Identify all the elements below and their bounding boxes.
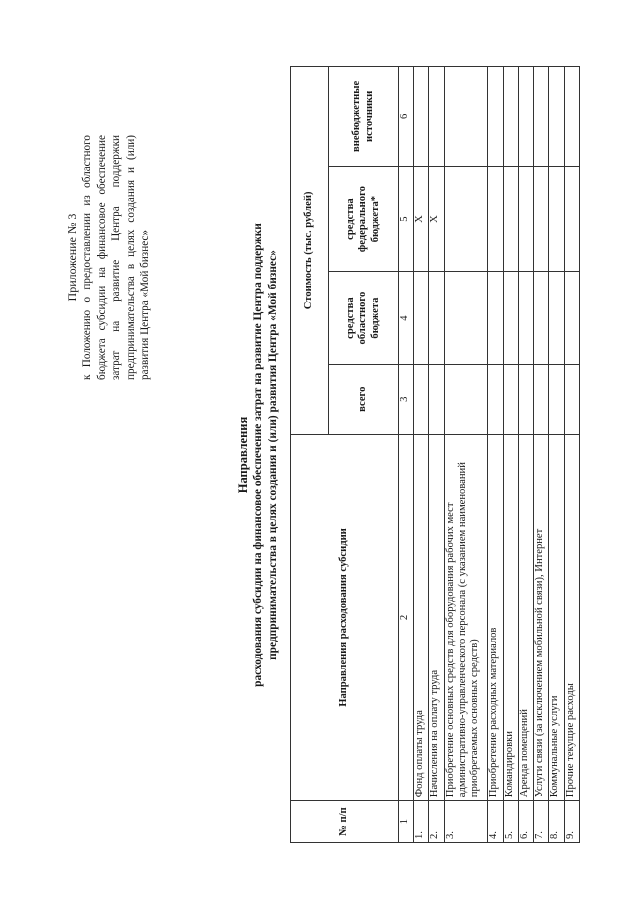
subsidy-directions-table bbox=[290, 66, 580, 843]
row-regional-cell bbox=[429, 272, 444, 364]
table-row bbox=[414, 67, 429, 843]
row-number: 7. bbox=[534, 801, 549, 843]
table-row bbox=[503, 67, 518, 843]
column-number: 4 bbox=[399, 272, 414, 364]
title-line-1: Направления bbox=[236, 416, 250, 494]
table-row bbox=[444, 67, 488, 843]
appendix-heading: Приложение № 3 bbox=[65, 213, 79, 302]
row-offbudget-cell bbox=[488, 67, 503, 167]
row-direction-name: Аренда помещений bbox=[518, 434, 533, 800]
row-federal-cell: X bbox=[429, 166, 444, 272]
row-regional-cell bbox=[414, 272, 429, 364]
table-row bbox=[534, 67, 549, 843]
header-federal: средства федерального бюджета* bbox=[329, 166, 399, 272]
row-number: 3. bbox=[444, 801, 488, 843]
row-number: 6. bbox=[518, 801, 533, 843]
row-direction-name: Приобретение основных средств для оборудования рабочих мест административно-управленческого персонала (с указанием наименований приобретаемых основных средств) bbox=[444, 434, 488, 800]
row-total-cell bbox=[564, 364, 579, 434]
row-regional-cell bbox=[444, 272, 488, 364]
document-title bbox=[235, 155, 280, 755]
column-number-row bbox=[399, 67, 414, 843]
table-body bbox=[399, 67, 580, 843]
row-federal-cell: X bbox=[414, 166, 429, 272]
row-regional-cell bbox=[534, 272, 549, 364]
row-federal-cell bbox=[549, 166, 564, 272]
header-direction: Направления расходования субсидии bbox=[291, 434, 399, 800]
row-offbudget-cell bbox=[414, 67, 429, 167]
row-number: 4. bbox=[488, 801, 503, 843]
table-row bbox=[549, 67, 564, 843]
row-direction-name: Приобретение расходных материалов bbox=[488, 434, 503, 800]
row-direction-name: Командировки bbox=[503, 434, 518, 800]
title-line-3: предпринимательства в целях создания и (или) развития Центра «Мой бизнес» bbox=[266, 250, 279, 660]
row-number: 2. bbox=[429, 801, 444, 843]
row-federal-cell bbox=[444, 166, 488, 272]
row-direction-name: Коммунальные услуги bbox=[549, 434, 564, 800]
row-total-cell bbox=[488, 364, 503, 434]
row-federal-cell bbox=[518, 166, 533, 272]
row-total-cell bbox=[414, 364, 429, 434]
row-offbudget-cell bbox=[518, 67, 533, 167]
row-total-cell bbox=[534, 364, 549, 434]
row-offbudget-cell bbox=[429, 67, 444, 167]
row-offbudget-cell bbox=[549, 67, 564, 167]
row-federal-cell bbox=[488, 166, 503, 272]
row-number: 8. bbox=[549, 801, 564, 843]
header-num: № п/п bbox=[291, 801, 399, 843]
row-total-cell bbox=[518, 364, 533, 434]
row-offbudget-cell bbox=[564, 67, 579, 167]
row-total-cell bbox=[429, 364, 444, 434]
row-regional-cell bbox=[503, 272, 518, 364]
row-regional-cell bbox=[518, 272, 533, 364]
column-number: 1 bbox=[399, 801, 414, 843]
row-regional-cell bbox=[488, 272, 503, 364]
row-offbudget-cell bbox=[503, 67, 518, 167]
row-regional-cell bbox=[564, 272, 579, 364]
header-offbudget: внебюджетные источники bbox=[329, 67, 399, 167]
table-row bbox=[518, 67, 533, 843]
row-direction-name: Услуги связи (за исключением мобильной связи), Интернет bbox=[534, 434, 549, 800]
row-offbudget-cell bbox=[444, 67, 488, 167]
column-number: 5 bbox=[399, 166, 414, 272]
row-total-cell bbox=[549, 364, 564, 434]
row-number: 1. bbox=[414, 801, 429, 843]
row-number: 5. bbox=[503, 801, 518, 843]
row-federal-cell bbox=[564, 166, 579, 272]
row-federal-cell bbox=[534, 166, 549, 272]
header-cost: Стоимость (тыс. рублей) bbox=[291, 67, 329, 435]
appendix-text: к Положению о предоставлении из областного бюджета субсидии на финансовое обеспечение затрат на развитие Центра поддержки предпринимательства в целях создания и (или) развития Центра «Мой бизнес» bbox=[81, 135, 152, 380]
header-regional: средства областного бюджета bbox=[329, 272, 399, 364]
column-number: 2 bbox=[399, 434, 414, 800]
title-line-2: расходования субсидии на финансовое обеспечение затрат на развитие Центра поддержки bbox=[252, 223, 264, 687]
row-regional-cell bbox=[549, 272, 564, 364]
row-direction-name: Начисления на оплату труда bbox=[429, 434, 444, 800]
row-number: 9. bbox=[564, 801, 579, 843]
table-row bbox=[429, 67, 444, 843]
table-row bbox=[564, 67, 579, 843]
row-offbudget-cell bbox=[534, 67, 549, 167]
appendix-block bbox=[65, 135, 152, 380]
column-number: 6 bbox=[399, 67, 414, 167]
table-row bbox=[488, 67, 503, 843]
header-total: всего bbox=[329, 364, 399, 434]
column-number: 3 bbox=[399, 364, 414, 434]
row-total-cell bbox=[503, 364, 518, 434]
row-direction-name: Фонд оплаты труда bbox=[414, 434, 429, 800]
row-total-cell bbox=[444, 364, 488, 434]
row-direction-name: Прочие текущие расходы bbox=[564, 434, 579, 800]
row-federal-cell bbox=[503, 166, 518, 272]
